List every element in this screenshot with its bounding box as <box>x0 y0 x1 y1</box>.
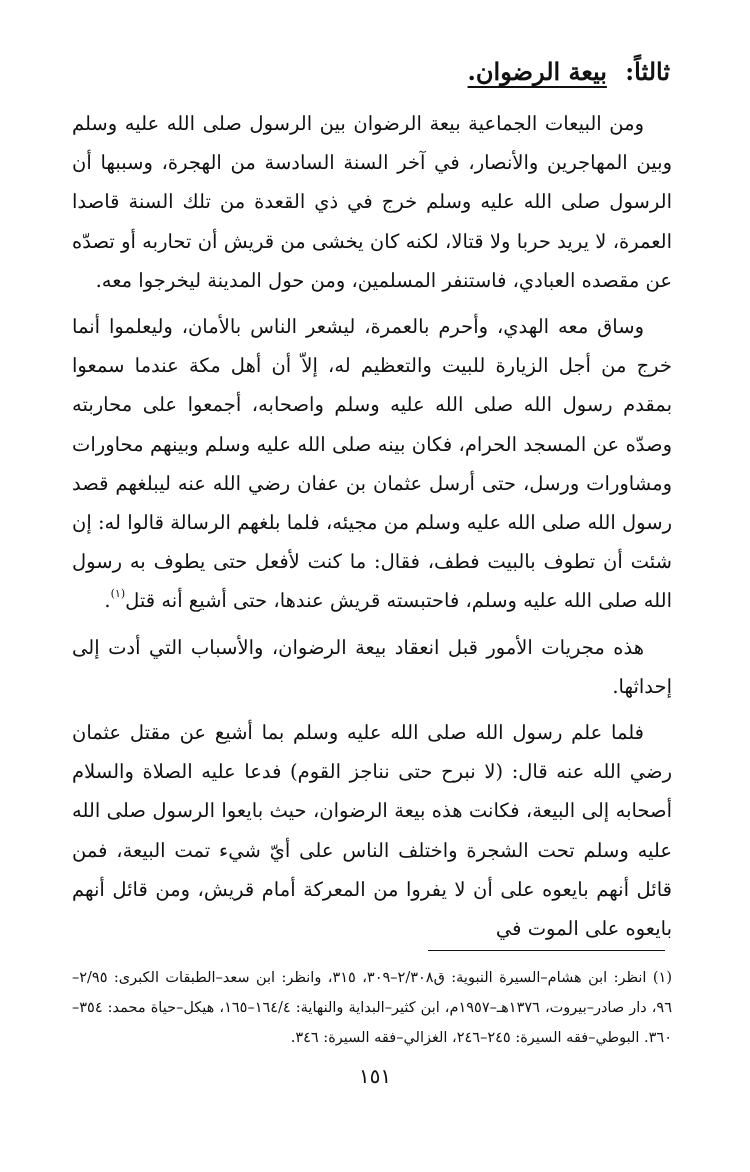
footnotes <box>72 963 672 1053</box>
page-number: ١٥١ <box>358 1064 392 1088</box>
section-label: ثالثاً: <box>625 57 670 86</box>
paragraph-4: فلما علم رسول الله صلى الله عليه وسلم بما أشيع عن مقتل عثمان رضي الله عنه قال: (لا نبرح حتى نناجز القوم) فدعا عليه الصلاة والسلام أصحابه إلى البيعة، فكانت هذه بيعة الرضوان، حيث بايعوا الرسول صلى الله عليه وسلم تحت الشجرة واختلف الناس على أيّ شيء تمت البيعة، فمن قائل أنهم بايعوه على أن لا يفروا من المعركة أمام قريش، ومن قائل أنهم بايعوه على الموت في <box>72 721 672 941</box>
paragraph-2-text: وساق معه الهدي، وأحرم بالعمرة، ليشعر الناس بالأمان، وليعلموا أنما خرج من أجل الزيارة للبيت والتعظيم له، إلاّ أن أهل مكة عندما سمعوا بمقدم رسول الله صلى الله عليه وسلم واصحابه، أجمعوا على محاربته وصدّه عن المسجد الحرام، فكان بينه صلى الله عليه وسلم وبينهم محاورات ومشاورات ورسل، حتى أرسل عثمان بن عفان رضي الله عنه ليبلغهم قصد رسول الله صلى الله عليه وسلم من مجيئه، فلما بلغهم الرسالة قالوا له: إن شئت أن تطوف بالبيت فطف، فقال: ما كنت لأفعل حتى يطوف به رسول الله صلى الله عليه وسلم، فاحتبسته قريش عندها، حتى أشيع أنه قتل <box>72 315 672 613</box>
paragraph-3: هذه مجريات الأمور قبل انعقاد بيعة الرضوان، والأسباب التي أدت إلى إحداثها. <box>72 635 672 698</box>
paragraph-2 <box>72 307 672 621</box>
footnote-1: (١) انظر: ابن هشام–السيرة النبوية: ق٢/٣٠٨–٣٠٩، ٣١٥، وانظر: ابن سعد–الطبقات الكبرى: ٢/٩٥–٩٦، دار صادر–بيروت، ١٣٧٦هـ–١٩٥٧م، ابن كثير–البداية والنهاية: ١٦٤/٤–١٦٥، هيكل–حياة محمد: ٣٥٤–٣٦٠. البوطي–فقه السيرة: ٢٤٥–٢٤٦، الغزالي–فقه السيرة: ٣٤٦. <box>72 970 672 1046</box>
paragraph-1: ومن البيعات الجماعية بيعة الرضوان بين الرسول صلى الله عليه وسلم وبين المهاجرين والأنصار، في آخر السنة السادسة من الهجرة، وسببها أن الرسول صلى الله عليه وسلم خرج في ذي القعدة من تلك السنة قاصدا العمرة، لا يريد حربا ولا قتالا، لكنه كان يخشى من قريش أن تحاربه أو تصدّه عن مقصده العبادي، فاستنفر المسلمين، ومن حول المدينة ليخرجوا معه. <box>72 112 672 292</box>
footnote-divider <box>428 950 665 951</box>
paragraph-2-end: . <box>104 589 111 613</box>
section-heading <box>70 52 670 92</box>
footnote-reference[interactable]: (١) <box>110 587 126 601</box>
body-text <box>72 104 672 955</box>
section-title: بيعة الرضوان. <box>467 57 607 86</box>
